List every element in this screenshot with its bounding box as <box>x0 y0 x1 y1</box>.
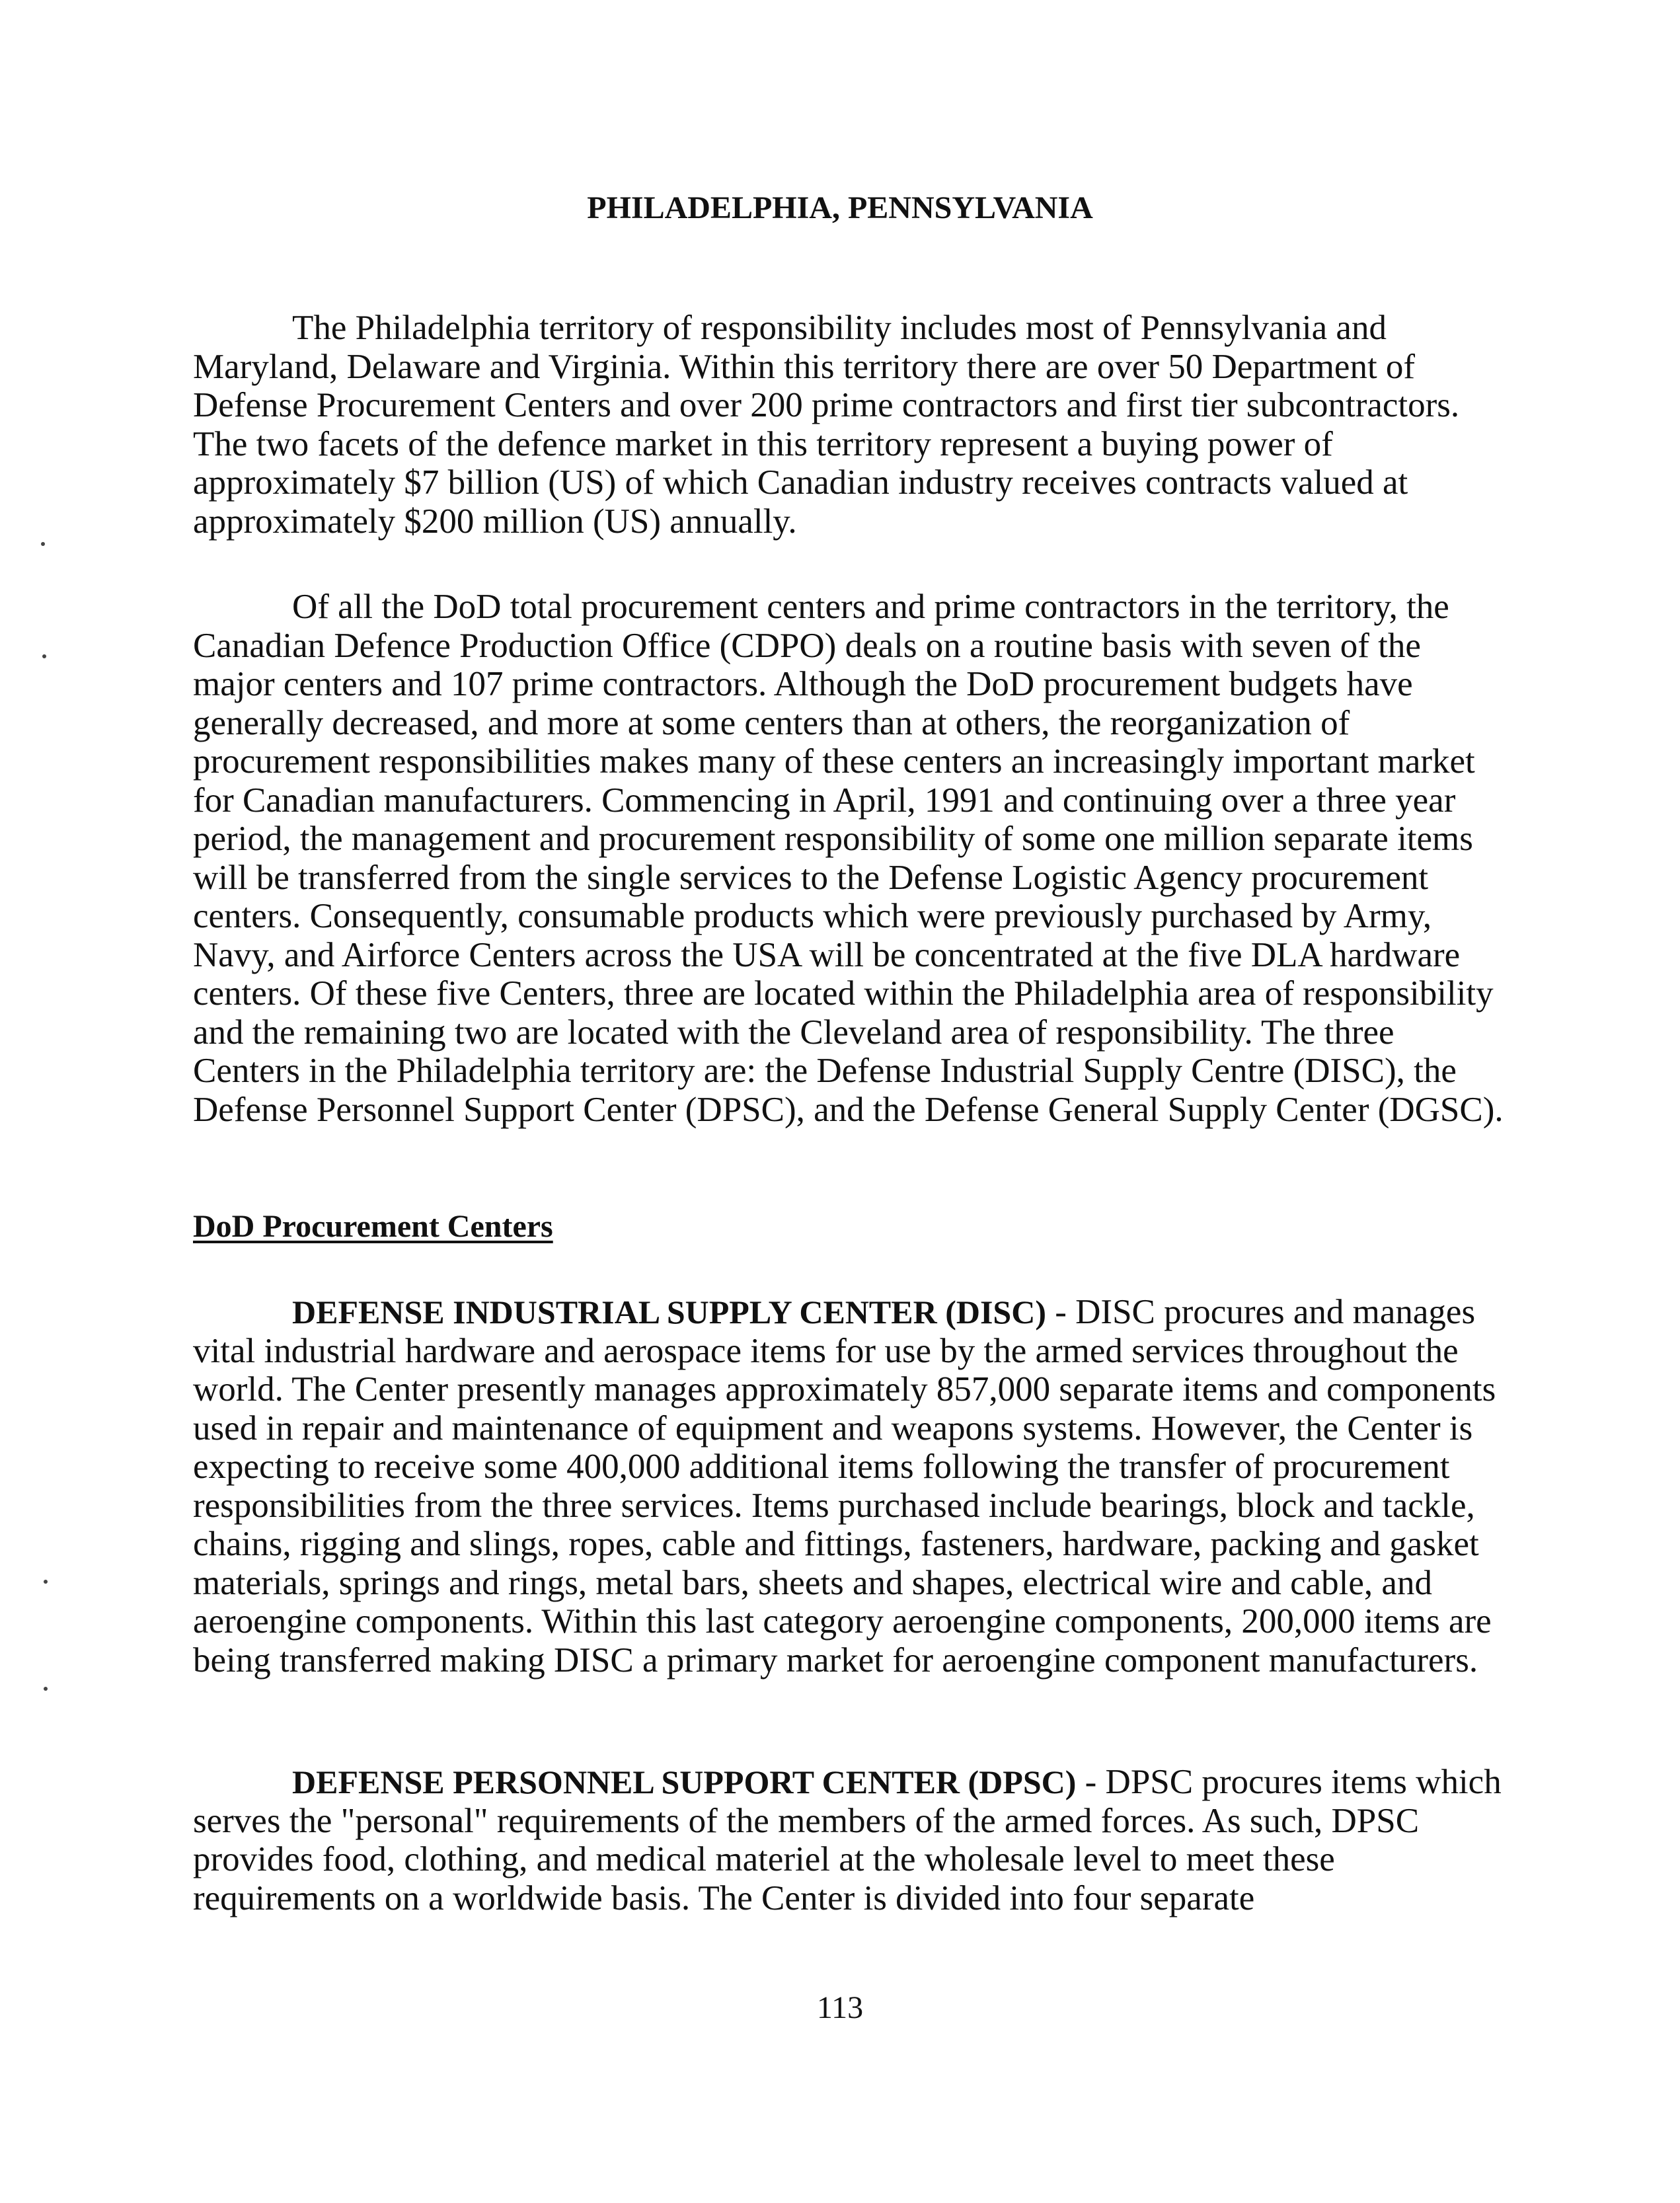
page-number: 113 <box>816 1990 864 2025</box>
page-title: PHILADELPHIA, PENNSYLVANIA <box>587 190 1093 225</box>
scan-speck <box>44 1580 48 1584</box>
section-heading: DoD Procurement Centers <box>193 1209 553 1244</box>
disc-paragraph <box>193 1293 1508 1680</box>
scan-speck <box>42 654 46 658</box>
dpsc-description: - DPSC procures items which serves the "personal" requirements of the members of the armed forces. As such, DPSC provides food, clothing, and medical materiel at the wholesale level to meet these requirements on a worldwide basis. The Center is divided into four separate <box>193 1763 1502 1917</box>
disc-center-name: DEFENSE INDUSTRIAL SUPPLY CENTER (DISC) <box>292 1294 1046 1331</box>
centers-overview-paragraph: Of all the DoD total procurement centers and prime contractors in the territory, the Canadian Defence Production Office (CDPO) deals on a routine basis with seven of the major centers and 107 prime contractors. Although the DoD procurement budgets have generally decreased, and more at some centers than at others, the reorganization of procurement responsibilities makes many of these centers an increasingly important market for Canadian manufacturers. Commencing in April, 1991 and continuing over a three year period, the management and procurement responsibility of some one million separate items will be transferred from the single services to the Defense Logistic Agency procurement centers. Consequently, consumable products which were previously purchased by Army, Navy, and Airforce Centers across the USA will be concentrated at the five DLA hardware centers. Of these five Centers, three are located within the Philadelphia area of responsibility and the remaining two are located with the Cleveland area of responsibility. The three Centers in the Philadelphia territory are: the Defense Industrial Supply Centre (DISC), the Defense Personnel Support Center (DPSC), and the Defense General Supply Center (DGSC). <box>193 588 1504 1129</box>
dpsc-paragraph <box>193 1763 1508 1917</box>
dpsc-center-name: DEFENSE PERSONNEL SUPPORT CENTER (DPSC) <box>292 1763 1077 1800</box>
disc-description: - DISC procures and manages vital industrial hardware and aerospace items for use by the armed services throughout the world. The Center presently manages approximately 857,000 separate items and components used in repair and maintenance of equipment and weapons systems. However, the Center is expecting to receive some 400,000 additional items following the transfer of procurement responsibilities from the three services. Items purchased include bearings, block and tackle, chains, rigging and slings, ropes, cable and fittings, fasteners, hardware, packing and gasket materials, springs and rings, metal bars, sheets and shapes, electrical wire and cable, and aeroengine components. Within this last category aeroengine components, 200,000 items are being transferred making DISC a primary market for aeroengine component manufacturers. <box>193 1293 1496 1680</box>
scan-speck <box>41 542 45 546</box>
scan-speck <box>44 1687 48 1691</box>
intro-paragraph: The Philadelphia territory of responsibility includes most of Pennsylvania and Maryland, Delaware and Virginia. Within this territory there are over 50 Department of Defense Procurement Centers and over 200 prime contractors and first tier subcontractors. The two facets of the defence market in this territory represent a buying power of approximately $7 billion (US) of which Canadian industry receives contracts valued at approximately $200 million (US) annually. <box>193 309 1460 541</box>
